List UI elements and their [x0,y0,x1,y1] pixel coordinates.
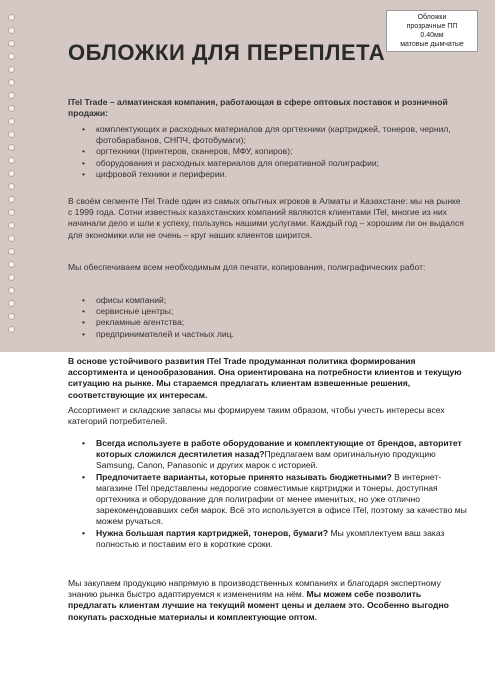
sample-label [386,10,478,52]
binding-hole [8,235,15,242]
sample-label-line: прозрачные ПП [406,23,458,30]
list-item: • комплектующих и расходных материалов для оргтехники (картриджей, тонеров, чернил, фотобарабанов, СНПЧ, фотобумаги); [80,124,460,146]
binding-hole [8,131,15,138]
binding-hole [8,14,15,21]
point-answer: В интернет-магазине ITel представлены недорогие совместимые картриджи и тонеры, доступная оргтехника и оборудование для полиграфии от менее именитых, но уже отлично зарекомендовавших себя марок. Всё это используется в офисе ITel, поэтому за качество мы можем ручаться. [96,471,467,527]
sample-label-line: 0.40мм [420,32,444,39]
binding-hole [8,92,15,99]
binding-hole [8,183,15,190]
binding-hole [8,222,15,229]
binding-hole [8,53,15,60]
list-item [80,528,470,550]
strategy-paragraph: В основе устойчивого развития ITel Trade продуманная политика формирования ассортимента и ценообразования. Она ориентирована на потребности клиентов и текущую ситуацию на рынке. Мы стараемся предлагать клиентам взвешенные решения, соответствующие их интересам. [68,356,462,400]
binding-hole [8,287,15,294]
clients-list [80,295,460,340]
sample-label-line: Обложки [417,14,447,21]
point-question: Нужна большая партия картриджей, тонеров, бумаги? [96,527,329,538]
closing-bold-text: Мы можем себе позволить предлагать клиентам лучшие на текущий момент цены и делаем это. Особенно выгодно покупать расходные материалы и комплектующие оптом. [68,589,449,622]
assortment-paragraph: Ассортимент и складские запасы мы формируем таким образом, чтобы учесть интересы всех категорий потребителей. [68,405,445,427]
customer-points-list [80,438,470,550]
binding-hole [8,313,15,320]
list-item: • оргтехники (принтеров, сканеров, МФУ, копиров); [80,146,460,157]
binding-hole [8,40,15,47]
provide-paragraph: Мы обеспечиваем всем необходимым для печати, копирования, полиграфических работ: [68,262,426,272]
list-item [80,438,470,472]
sample-label-line: матовые дымчатые [400,41,464,48]
binding-hole [8,105,15,112]
list-item: • цифровой техники и периферии. [80,169,460,180]
binding-hole [8,326,15,333]
binding-hole [8,66,15,73]
binding-hole [8,170,15,177]
binding-hole [8,248,15,255]
point-answer: Предлагаем вам оригинальную продукцию Samsung, Canon, Panasonic и других марок с историей. [96,449,436,471]
list-item: • офисы компаний; [80,295,460,306]
products-list [80,124,460,180]
binding-hole [8,261,15,268]
list-item [80,472,470,528]
segment-paragraph: В своём сегменте ITel Trade один из самых опытных игроков в Алматы и Казахстане: мы на рынке с 1999 года. Сотни известных казахстанских компаний являются клиентами ITel, многие из них начинали дело и шли к успеху, пользуясь нашими услугами. Каждый год – хорошим ли он выдался для экономики или не очень – круг наших клиентов ширится. [68,196,464,240]
binding-hole [8,79,15,86]
binding-hole [8,118,15,125]
point-question: Всегда используете в работе оборудование и комплектующие от брендов, авторитет которых сложился десятилетия назад? [96,438,462,460]
company-intro: ITel Trade – алматинская компания, работающая в сфере оптовых поставок и розничной продажи: [68,97,448,119]
binding-hole [8,274,15,281]
binding-holes [8,14,16,344]
binding-hole [8,27,15,34]
list-item: • сервисные центры; [80,306,460,317]
binding-hole [8,144,15,151]
list-item: • оборудования и расходных материалов для оперативной полиграфии; [80,158,460,169]
page-title: ОБЛОЖКИ ДЛЯ ПЕРЕПЛЕТА [68,40,386,65]
closing-text: Мы закупаем продукцию напрямую в производственных компаниях и благодаря экспертному знанию рынка быстро адаптируемся к изменениям на нём. [68,578,441,600]
binding-hole [8,196,15,203]
point-answer: Мы укомплектуем ваш заказ полностью и поставим его в короткие сроки. [96,527,445,549]
binding-hole [8,157,15,164]
list-item: • предпринимателей и частных лиц. [80,329,460,340]
list-item: • рекламные агентства; [80,317,460,328]
binding-hole [8,300,15,307]
closing-paragraph [68,578,464,623]
point-question: Предпочитаете варианты, которые принято называть бюджетными? [96,471,392,482]
binding-hole [8,209,15,216]
